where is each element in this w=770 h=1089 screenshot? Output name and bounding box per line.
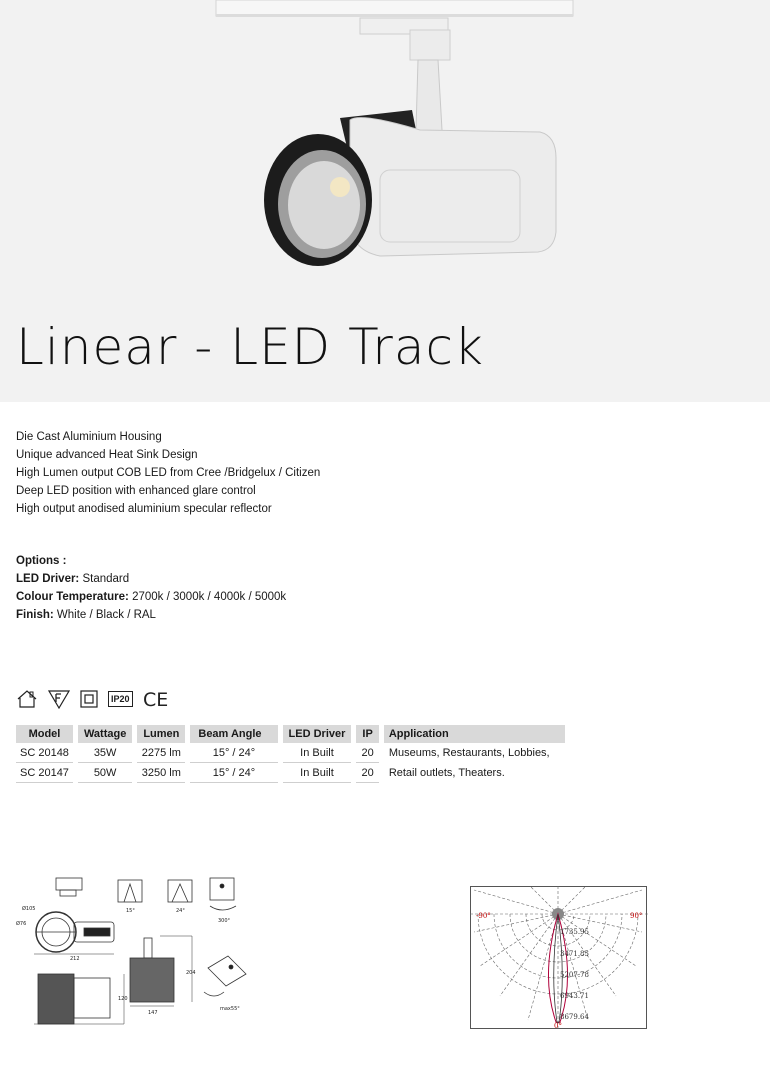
cell-model: SC 20147 <box>16 763 73 783</box>
header-beam-angle: Beam Angle <box>190 725 277 743</box>
options-block <box>16 552 286 624</box>
cell-application: Museums, Restaurants, Lobbies, <box>388 747 550 759</box>
header-wattage: Wattage <box>78 725 132 743</box>
cell-beam-angle: 15° / 24° <box>190 743 277 763</box>
feature-item: High output anodised aluminium specular reflector <box>16 503 272 515</box>
polar-left-angle: -90° <box>476 912 491 920</box>
cell-led-driver: In Built <box>283 743 352 763</box>
header-application: Application <box>384 725 565 743</box>
spec-table <box>11 725 570 783</box>
polar-right-angle: 90° <box>630 912 643 920</box>
header-lumen: Lumen <box>137 725 185 743</box>
cell-led-driver: In Built <box>283 763 352 783</box>
indoor-icon <box>16 689 38 709</box>
polar-ring-label: 5207.78 <box>560 971 589 979</box>
options-heading: Options : <box>16 555 67 567</box>
feature-item: Die Cast Aluminium Housing <box>16 431 162 443</box>
ce-mark-icon <box>143 689 169 709</box>
cell-ip: 20 <box>356 743 378 763</box>
hero-section <box>0 0 770 402</box>
header-ip: IP <box>356 725 378 743</box>
colour-temp-value: 2700k / 3000k / 4000k / 5000k <box>128 591 287 603</box>
svg-text:Ø105: Ø105 <box>22 906 36 912</box>
polar-ring-label: 1735.95 <box>560 928 589 936</box>
cell-ip: 20 <box>356 763 378 783</box>
polar-ring-label: 3471.85 <box>560 950 589 958</box>
finish-value: White / Black / RAL <box>53 609 156 621</box>
page-title: Linear - LED Track <box>16 318 484 376</box>
certification-icons <box>16 688 169 710</box>
svg-text:max55°: max55° <box>220 1006 240 1012</box>
cell-wattage: 35W <box>78 743 132 763</box>
header-led-driver: LED Driver <box>283 725 352 743</box>
svg-text:204: 204 <box>186 970 196 976</box>
polar-ring-label: 8679.64 <box>560 1013 589 1021</box>
cell-wattage: 50W <box>78 763 132 783</box>
class-ii-icon <box>80 690 98 708</box>
cell-model: SC 20148 <box>16 743 73 763</box>
cell-lumen: 3250 lm <box>137 763 185 783</box>
feature-list <box>16 428 320 518</box>
table-header-row <box>16 725 565 743</box>
table-row <box>16 763 565 783</box>
table-row <box>16 743 565 763</box>
technical-drawing <box>14 874 254 1034</box>
header-model: Model <box>16 725 73 743</box>
svg-text:24°: 24° <box>176 908 185 914</box>
svg-text:120: 120 <box>118 996 128 1002</box>
feature-item: Deep LED position with enhanced glare control <box>16 485 256 497</box>
polar-diagram <box>470 886 648 1030</box>
cell-lumen: 2275 lm <box>137 743 185 763</box>
led-driver-value: Standard <box>79 573 130 585</box>
polar-ring-label: 6943.71 <box>560 992 589 1000</box>
svg-text:212: 212 <box>70 956 80 962</box>
feature-item: High Lumen output COB LED from Cree /Bridgelux / Citizen <box>16 467 321 479</box>
svg-text:15°: 15° <box>126 908 135 914</box>
f-mark-icon <box>48 689 70 709</box>
cell-beam-angle: 15° / 24° <box>190 763 277 783</box>
cell-application: Retail outlets, Theaters. <box>388 767 505 779</box>
polar-bottom-angle: 0° <box>554 1022 562 1030</box>
ip20-icon: IP20 <box>108 691 133 707</box>
svg-text:Ø76: Ø76 <box>16 921 27 927</box>
finish-label: Finish: <box>16 609 54 621</box>
svg-text:CE: CE <box>142 689 168 709</box>
svg-text:147: 147 <box>148 1010 158 1016</box>
colour-temp-label: Colour Temperature: <box>16 591 129 603</box>
svg-text:300°: 300° <box>218 918 231 924</box>
led-driver-label: LED Driver: <box>16 573 80 585</box>
feature-item: Unique advanced Heat Sink Design <box>16 449 198 461</box>
product-photo <box>0 0 770 300</box>
